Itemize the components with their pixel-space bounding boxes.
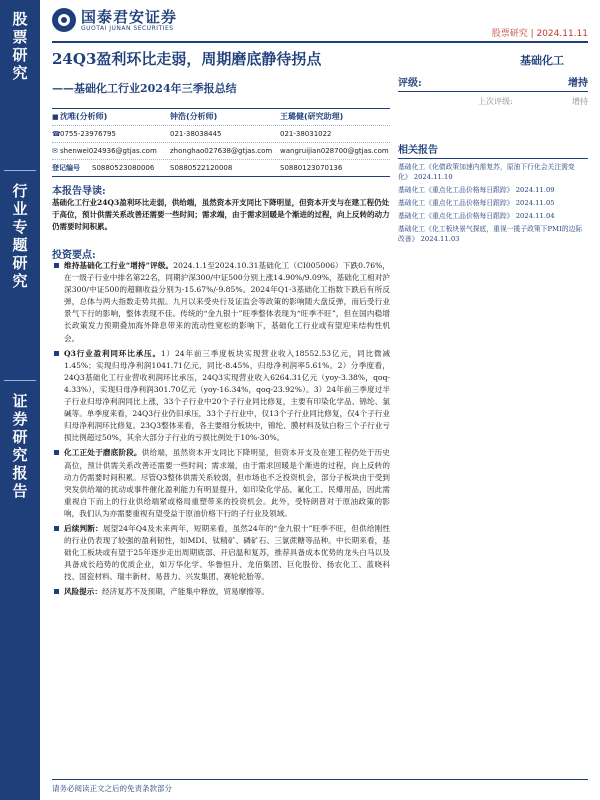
analyst-email[interactable]: wangruijian028700@gtjas.com: [280, 147, 389, 155]
investment-point: 化工正处于磨底阶段。供给端，虽然资本开支同比下降明显，但资本开支及在建工程仍处于历史高位，预计供需关系改善还需要一些时间；需求端，由于需求回暖是个渐进的过程，向上反转的动力仍需要时间积累。尽管Q3整体供需关系较弱，但市场也不乏投资机会，部分子板块由于受到突发供给端的扰动或事件催化盈利能力有明显提升，如印染化学品、氟化工、民爆用品，因此需重视自下而上的行业供给端紧或格局重塑带来的投资机会。此外，受特朗普对于原油政策的影响，我们认为亦需要重视有望受益于原油价格下行的子行业及领域。: [52, 447, 390, 520]
logo-name-en: GUOTAI JUNAN SECURITIES: [81, 24, 174, 32]
analyst-name: 沈唯(分析师): [60, 112, 108, 121]
related-report-item[interactable]: 基础化工《化工板块景气探底，重视一揽子政策下PMI的边际改善》 2024.11.03: [398, 225, 583, 243]
analyst-email[interactable]: zhonghao027638@gtjas.com: [170, 147, 273, 155]
rating-box: [398, 74, 588, 107]
rating-divider: [398, 91, 588, 92]
analyst-names-row: [52, 109, 390, 126]
logo-name-cn: 国泰君安证券: [81, 7, 178, 26]
investment-point: 风险提示：经济复苏不及预期，产能集中释放，贸易摩擦等。: [52, 586, 390, 598]
summary-heading: 本报告导读:: [52, 186, 106, 197]
related-reports-title: 相关报告: [398, 141, 588, 159]
related-reports: [398, 141, 588, 244]
industry-label: 基础化工: [520, 54, 564, 67]
investment-points: [52, 260, 390, 602]
related-report-item[interactable]: 基础化工《重点化工品价格每日跟踪》 2024.11.09: [398, 186, 555, 194]
report-title: 24Q3盈利环比走弱，周期磨底静待拐点: [52, 50, 322, 68]
person-icon: ■: [52, 113, 59, 121]
investment-point: 维持基础化工行业“增持”评级。2024.1.1至2024.10.31基础化工（CI005006）下跌0.76%，在一级子行业中排名第22名，同期沪深300/中证500分别上涨14.90%/9.09%，基础化工相对沪深300/中证500的超额收益分别为-15.67%/-9.85%。2024年Q1-3基础化工指数下跌后有所反弹，总体与两大指数走势共振。九月以来受央行及证监会等政策的影响随大盘反弹，而后受行业景气下行的影响，整体表现不佳。传统的“金九银十”旺季整体表现为“旺季不旺”，但在国内稳增长政策发力预期叠加海外降息带来的流动性宽松的影响下，基础化工行业或有望迎来结构性机会。: [52, 260, 390, 345]
header-meta: 股票研究 | 2024.11.11: [491, 29, 588, 39]
analyst-reg: S0880523080006: [92, 164, 155, 172]
analyst-reg: S0880123070136: [280, 164, 343, 172]
left-sidebar: [0, 0, 40, 800]
analyst-reg: S0880522120008: [170, 164, 233, 172]
logo-circle-icon: [52, 8, 76, 32]
investment-point: Q3行业盈利同环比承压。1）24年前三季度板块实现营业收入18552.53亿元，同比微减1.45%；实现归母净利润1041.71亿元，同比-8.45%，归母净利润率5.61%。2）分季度看，24Q3基础化工行业营收利润环比承压，24Q3实现营业收入6264.31亿元（yoy-3.38%，qoq-4.33%），实现归母净利润301.70亿元（yoy-16.34%，qoq-23.92%）。3）24年前三季度过半子行业归母净利润同比上涨，33个子行业中20个子行业同比修复，主要有印染化学品、锦纶、氯碱等。单季度来看，24Q3行业仍旧承压，33个子行业中，仅13个子行业同比修复，仅4个子行业归母净利润环比修复。23Q3整体来看，各主要细分板块中，锦纶、膜材料及钛白粉三个子行业亏损比例超过50%，其余大部分子行业的亏损比例处于10%-30%。: [52, 348, 390, 445]
rating-label: 评级:: [398, 78, 422, 89]
analyst-email[interactable]: shenwei024936@gtjas.com: [60, 147, 157, 155]
sidebar-label-stock-research: 股 票 研 究: [12, 10, 28, 82]
related-report-item[interactable]: 基础化工《化债政策加速内需复苏，原油下行化会关注需变化》 2024.11.10: [398, 163, 575, 181]
report-subtitle: ——基础化工行业2024年三季报总结: [52, 82, 237, 95]
analyst-table: [52, 108, 390, 177]
analyst-phone: 0755-23976795: [60, 130, 116, 138]
sidebar-divider: [4, 170, 36, 171]
footer-divider: [52, 779, 588, 780]
prev-rating-value: 增持: [572, 97, 588, 106]
analyst-phones-row: [52, 126, 390, 143]
analyst-phone: 021-38038445: [170, 130, 222, 138]
sidebar-label-securities-report: 证 券 研 究 报 告: [12, 392, 28, 500]
header-divider: [52, 41, 588, 43]
mail-icon: ✉: [52, 147, 58, 155]
investment-heading: 投资要点:: [52, 250, 96, 261]
investment-point: 后续判断：展望24年Q4及未来两年，短期来看，虽然24年的“金九银十”旺季不旺，但供给刚性的行业仍表现了较强的盈利韧性，如MDI、钛精矿、磷矿石、三氯蔗糖等品种。中长期来看，基础化工板块或有望于25年逐步走出周期底部、开启温和复苏，推荐具备成本优势的龙头白马以及具备成长趋势的优质企业，如万华化学、华鲁恒升、龙佰集团、巨化股份、扬农化工、蓝晓科技、国瓷材料、瑞丰新材、易普力、兴发集团、赛轮轮胎等。: [52, 523, 390, 583]
analyst-emails-row: [52, 143, 390, 160]
rating-value: 增持: [568, 78, 588, 89]
related-report-item[interactable]: 基础化工《重点化工品价格每日跟踪》 2024.11.04: [398, 212, 555, 220]
summary-text: 基础化工行业24Q3盈利环比走弱，供给端，虽然资本开支同比下降明显，但资本开支与在建工程仍处于高位，预计供需关系改善还需要一些时间；需求端，由于需求回暖是个渐进的过程，向上反转的动力仍需要时间积累。: [52, 198, 390, 231]
analyst-name: 王璐健(研究助理): [280, 112, 344, 121]
reg-label: 登记编号: [52, 164, 80, 172]
prev-rating-label: 上次评级:: [478, 97, 513, 106]
analyst-reg-row: [52, 160, 390, 176]
analyst-phone: 021-38031022: [280, 130, 332, 138]
sidebar-divider: [4, 380, 36, 381]
sidebar-label-industry-research: 行 业 专 题 研 究: [12, 182, 28, 290]
analyst-name: 钟浩(分析师): [170, 112, 218, 121]
company-logo: [52, 8, 177, 32]
phone-icon: ☎: [52, 130, 61, 138]
related-report-item[interactable]: 基础化工《重点化工品价格每日跟踪》 2024.11.05: [398, 199, 555, 207]
footer-disclaimer: 请务必阅读正文之后的免责条款部分: [52, 784, 172, 793]
